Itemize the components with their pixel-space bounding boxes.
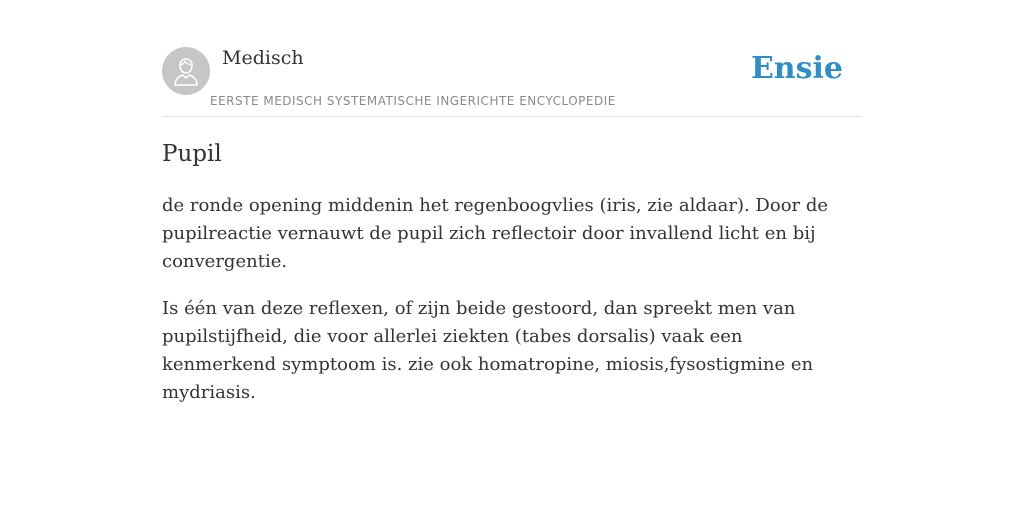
user-silhouette-icon (173, 56, 199, 86)
author-name[interactable]: Medisch (222, 47, 304, 69)
article-paragraph: de ronde opening middenin het regenboogvlies (iris, zie aldaar). Door de pupilreactie vernauwt de pupil zich reflectoir door invallend licht en bij convergentie. (162, 195, 829, 272)
article-paragraph: Is één van deze reflexen, of zijn beide gestoord, dan spreekt men van pupilstijfheid, die voor allerlei ziekten (tabes dorsalis) vaak een kenmerkend symptoom is. zie ook homatropine, miosis,fysostigmine en mydriasis. (162, 298, 814, 403)
header (162, 40, 862, 117)
author-tagline: EERSTE MEDISCH SYSTEMATISCHE INGERICHTE ENCYCLOPEDIE (210, 94, 616, 108)
article-body (162, 192, 842, 426)
avatar[interactable] (162, 47, 210, 95)
page-title: Pupil (162, 141, 222, 167)
brand-logo[interactable]: Ensie (750, 51, 843, 86)
